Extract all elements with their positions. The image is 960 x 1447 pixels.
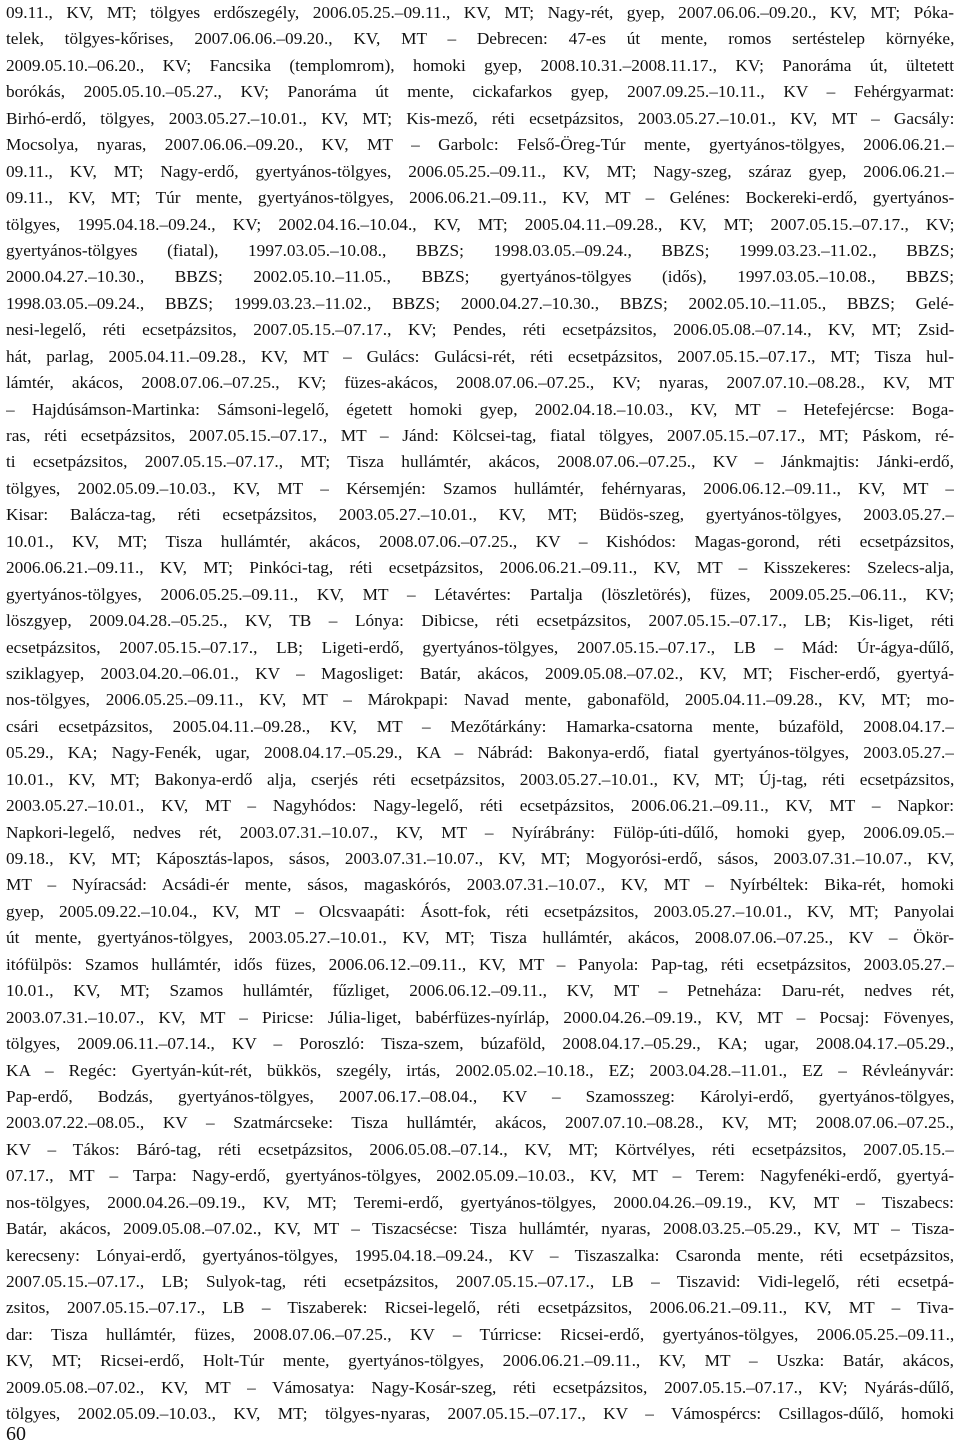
text-line: – Hajdúsámson-Martinka: Sámsoni-legelő, égetett homoki gyep, 2002.04.18.–10.03., KV, MT – Hetefejércse: Boga- [6, 399, 954, 419]
text-line: telek, tölgyes-kőrises, 2007.06.06.–09.20., KV, MT – Debrecen: 47-es út mente, romos sertéstelep környéke, [6, 29, 954, 49]
text-line: 2009.05.10.–06.20., KV; Fancsika (templomrom), homoki gyep, 2008.10.31.–2008.11.17., KV; Panoráma út, ültetett [6, 55, 954, 75]
text-line: zsitos, 2007.05.15.–07.17., LB – Tiszaberek: Ricsei-legelő, réti ecsetpázsitos, 2006.06.21.–09.11., KV, MT – Tiva- [6, 1298, 954, 1318]
text-line: 10.01., KV, MT; Szamos hullámtér, fűzliget, 2006.06.12.–09.11., KV, MT – Petneháza: Daru-rét, nedves rét, [6, 981, 954, 1001]
text-line: csári ecsetpázsitos, 2005.04.11.–09.28., KV, MT – Mezőtárkány: Hamarka-csatorna mente, búzaföld, 2008.04.17.– [6, 716, 954, 736]
text-line: tölgyes, 1995.04.18.–09.24., KV; 2002.04.16.–10.04., KV, MT; 2005.04.11.–09.28., KV, MT; 2007.05.15.–07.17., KV; [6, 214, 954, 234]
text-line: gyertyános-tölgyes, 2006.05.25.–09.11., KV, MT – Létavértes: Partalja (löszletörés), füzes, 2009.05.25.–06.11., KV; [6, 584, 954, 604]
text-line: Mocsolya, nyaras, 2007.06.06.–09.20., KV, MT – Garbolc: Felső-Öreg-Túr mente, gyertyános-tölgyes, 2006.06.21.– [6, 135, 954, 155]
text-line: 2007.05.15.–07.17., LB; Sulyok-tag, réti ecsetpázsitos, 2007.05.15.–07.17., LB – Tiszavid: Vidi-legelő, réti ecsetpá- [6, 1272, 954, 1291]
text-line: út mente, gyertyános-tölgyes, 2003.05.27.–10.01., KV, MT; Tisza hullámtér, akácos, 2008.07.06.–07.25., KV – Ökör- [6, 928, 954, 948]
text-line: ti ecsetpázsitos, 2007.05.15.–07.17., MT; Tisza hullámtér, akácos, 2008.07.06.–07.25., KV – Jánkmajtis: Jánki-erdő, [6, 452, 954, 472]
text-line: nos-tölgyes, 2000.04.26.–09.19., KV, MT; Teremi-erdő, gyertyános-tölgyes, 2000.04.26.–09.19., KV, MT – Tiszabecs: [6, 1192, 954, 1212]
text-line: 10.01., KV, MT; Tisza hullámtér, akácos, 2008.07.06.–07.25., KV – Kishódos: Magas-gorond, réti ecsetpázsitos, [6, 531, 954, 551]
text-line: 2009.05.08.–07.02., KV, MT – Vámosatya: Nagy-Kosár-szeg, réti ecsetpázsitos, 2007.05.15.–07.17., KV; Nyárás-dűlő, [6, 1377, 954, 1397]
text-line: 05.29., KA; Nagy-Fenék, ugar, 2008.04.17.–05.29., KA – Nábrád: Bakonya-erdő, fiatal gyertyános-tölgyes, 2003.05.27.– [6, 743, 954, 763]
text-line: Napkori-legelő, nedves rét, 2003.07.31.–10.07., KV, MT – Nyírábrány: Fülöp-úti-dűlő, homoki gyep, 2006.09.05.– [6, 822, 954, 842]
text-line: nos-tölgyes, 2006.05.25.–09.11., KV, MT – Márokpapi: Navad mente, gabonaföld, 2005.04.11.–09.28., KV, MT; mo- [6, 690, 954, 710]
text-line: kerecseny: Lónyai-erdő, gyertyános-tölgyes, 1995.04.18.–09.24., KV – Tiszaszalka: Csaronda mente, réti ecsetpázsitos, [6, 1245, 954, 1265]
text-line: 09.11., KV, MT; tölgyes erdőszegély, 2006.05.25.–09.11., KV, MT; Nagy-rét, gyep, 2007.06.06.–09.20., KV, MT; Póka- [6, 3, 954, 22]
text-line: tölgyes, 2002.05.09.–10.03., KV, MT – Kérsemjén: Szamos hullámtér, fehérnyaras, 2006.06.12.–09.11., KV, MT – [6, 478, 954, 498]
text-line: MT – Nyíracsád: Acsádi-ér mente, sásos, magaskórós, 2003.07.31.–10.07., KV, MT – Nyírbéltek: Bika-rét, homoki [6, 875, 954, 895]
text-line: gyertyános-tölgyes (fiatal), 1997.03.05.–10.08., BBZS; 1998.03.05.–09.24., BBZS; 1999.03.23.–11.02., BBZS; [6, 240, 954, 260]
text-line: itófülpös: Szamos hullámtér, idős füzes, 2006.06.12.–09.11., KV, MT – Panyola: Pap-tag, réti ecsetpázsitos, 2003.05.27.– [6, 954, 954, 974]
text-line: 09.11., KV, MT; Túr mente, gyertyános-tölgyes, 2006.06.21.–09.11., KV, MT – Gelénes: Bockereki-erdő, gyertyános- [6, 188, 954, 208]
text-line: tölgyes, 2002.05.09.–10.03., KV, MT; tölgyes-nyaras, 2007.05.15.–07.17., KV – Vámospércs: Csillagos-dűlő, homoki [6, 1404, 954, 1424]
text-line: 2003.07.22.–08.05., KV – Szatmárcseke: Tisza hullámtér, akácos, 2007.07.10.–08.28., KV, MT; 2008.07.06.–07.25., [6, 1113, 954, 1133]
text-line: 10.01., KV, MT; Bakonya-erdő alja, cserjés réti ecsetpázsitos, 2003.05.27.–10.01., KV, MT; Új-tag, réti ecsetpázsitos, [6, 769, 954, 789]
text-line: 2000.04.27.–10.30., BBZS; 2002.05.10.–11.05., BBZS; gyertyános-tölgyes (idős), 1997.03.05.–10.08., BBZS; [6, 267, 954, 287]
text-line: nesi-legelő, réti ecsetpázsitos, 2007.05.15.–07.17., KV; Pendes, réti ecsetpázsitos, 2006.05.08.–07.14., KV, MT; Zsid- [6, 320, 954, 340]
text-line: löszgyep, 2009.04.28.–05.25., KV, TB – Lónya: Dibicse, réti ecsetpázsitos, 2007.05.15.–07.17., LB; Kis-liget, réti [6, 611, 954, 631]
text-line: sziklagyep, 2003.04.20.–06.01., KV – Magosliget: Batár, akácos, 2009.05.08.–07.02., KV, MT; Fischer-erdő, gyertyá- [6, 663, 954, 683]
text-line: KV – Tákos: Báró-tag, réti ecsetpázsitos, 2006.05.08.–07.14., KV, MT; Körtvélyes, réti ecsetpázsitos, 2007.05.15.– [6, 1139, 954, 1159]
text-line: gyep, 2005.09.22.–10.04., KV, MT – Olcsvaapáti: Ásott-fok, réti ecsetpázsitos, 2003.05.27.–10.01., KV, MT; Panyolai [6, 901, 954, 921]
text-line: Pap-erdő, Bodzás, gyertyános-tölgyes, 2007.06.17.–08.04., KV – Szamosszeg: Károlyi-erdő, gyertyános-tölgyes, [6, 1086, 954, 1106]
text-line: dar: Tisza hullámtér, füzes, 2008.07.06.–07.25., KV – Túrricse: Ricsei-erdő, gyertyános-tölgyes, 2006.05.25.–09.11., [6, 1324, 954, 1344]
text-line: 09.18., KV, MT; Káposztás-lapos, sásos, 2003.07.31.–10.07., KV, MT; Mogyorósi-erdő, sásos, 2003.07.31.–10.07., KV, [6, 849, 954, 868]
page-number: 60 [6, 1423, 26, 1445]
text-line: Birhó-erdő, tölgyes, 2003.05.27.–10.01., KV, MT; Kis-mező, réti ecsetpázsitos, 2003.05.27.–10.01., KV, MT – Gacsály: [6, 108, 954, 128]
text-line: KA – Regéc: Gyertyán-kút-rét, bükkös, szegély, irtás, 2002.05.02.–10.18., EZ; 2003.04.28.–11.01., EZ – Révleányvár: [6, 1060, 954, 1080]
text-line: 1998.03.05.–09.24., BBZS; 1999.03.23.–11.02., BBZS; 2000.04.27.–10.30., BBZS; 2002.05.10.–11.05., BBZS; Gelé- [6, 293, 954, 313]
text-line: lámtér, akácos, 2008.07.06.–07.25., KV; füzes-akácos, 2008.07.06.–07.25., KV; nyaras, 2007.07.10.–08.28., KV, MT [6, 373, 954, 393]
text-line: ras, réti ecsetpázsitos, 2007.05.15.–07.17., MT – Jánd: Kölcsei-tag, fiatal tölgyes, 2007.05.15.–07.17., MT; Páskom, ré- [6, 426, 954, 445]
body-text [6, 0, 954, 1428]
text-line: 2006.06.21.–09.11., KV, MT; Pinkóci-tag, réti ecsetpázsitos, 2006.06.21.–09.11., KV, MT – Kisszekeres: Szelecs-alja, [6, 558, 954, 578]
text-line: hát, parlag, 2005.04.11.–09.28., KV, MT – Gulács: Gulácsi-rét, réti ecsetpázsitos, 2007.05.15.–07.17., MT; Tisza hul- [6, 346, 954, 366]
text-line: KV, MT; Ricsei-erdő, Holt-Túr mente, gyertyános-tölgyes, 2006.06.21.–09.11., KV, MT – Uszka: Batár, akácos, [6, 1351, 954, 1371]
text-line: 09.11., KV, MT; Nagy-erdő, gyertyános-tölgyes, 2006.05.25.–09.11., KV, MT; Nagy-szeg, száraz gyep, 2006.06.21.– [6, 161, 954, 181]
text-line: 2003.05.27.–10.01., KV, MT – Nagyhódos: Nagy-legelő, réti ecsetpázsitos, 2006.06.21.–09.11., KV, MT – Napkor: [6, 796, 954, 816]
text-line: 07.17., MT – Tarpa: Nagy-erdő, gyertyános-tölgyes, 2002.05.09.–10.03., KV, MT – Terem: Nagyfenéki-erdő, gyertyá- [6, 1166, 954, 1186]
text-line: 2003.07.31.–10.07., KV, MT – Piricse: Júlia-liget, babérfüzes-nyírláp, 2000.04.26.–09.19., KV, MT – Pocsaj: Fövenyes, [6, 1007, 954, 1027]
text-line: borókás, 2005.05.10.–05.27., KV; Panoráma út mente, cickafarkos gyep, 2007.09.25.–10.11., KV – Fehérgyarmat: [6, 82, 954, 102]
text-line: Batár, akácos, 2009.05.08.–07.02., KV, MT – Tiszacsécse: Tisza hullámtér, nyaras, 2008.03.25.–05.29., KV, MT – Tisza- [6, 1219, 954, 1239]
text-line: tölgyes, 2009.06.11.–07.14., KV – Poroszló: Tisza-szem, búzaföld, 2008.04.17.–05.29., KA; ugar, 2008.04.17.–05.29., [6, 1034, 954, 1054]
text-line: ecsetpázsitos, 2007.05.15.–07.17., LB; Ligeti-erdő, gyertyános-tölgyes, 2007.05.15.–07.17., LB – Mád: Úr-ágya-dűlő, [6, 637, 954, 657]
text-line: Kisar: Balácza-tag, réti ecsetpázsitos, 2003.05.27.–10.01., KV, MT; Büdös-szeg, gyertyános-tölgyes, 2003.05.27.– [6, 505, 954, 525]
